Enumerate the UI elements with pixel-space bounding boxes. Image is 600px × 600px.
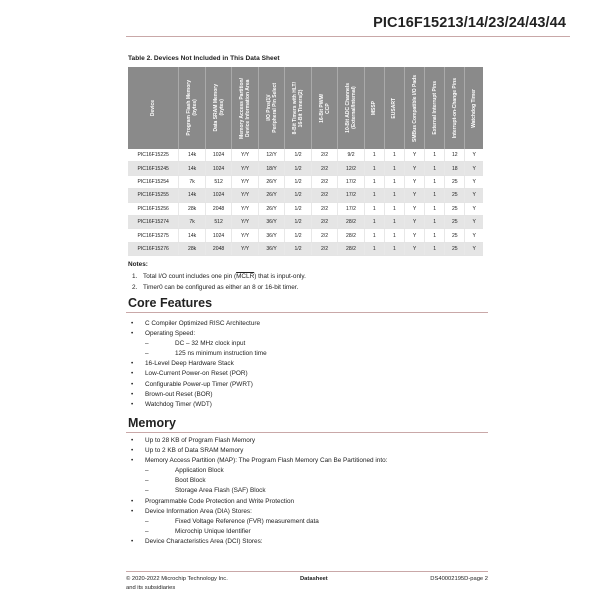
table-cell: 1 xyxy=(364,229,384,242)
device-name-cell: PIC16F15274 xyxy=(128,215,179,228)
column-header xyxy=(364,67,384,149)
table-cell: 1 xyxy=(364,175,384,188)
column-header-label: Interrupt-on-Change Pins xyxy=(451,77,458,139)
table-cell: 2/2 xyxy=(311,202,337,215)
list-item-text: Memory Access Partition (MAP): The Program Flash Memory Can Be Partitioned into: xyxy=(145,457,388,465)
table-cell: 2/2 xyxy=(311,175,337,188)
footer-divider xyxy=(126,571,488,572)
list-item-text: Watchdog Timer (WDT) xyxy=(145,400,212,408)
column-header-label: EUSART xyxy=(391,97,398,119)
device-name-cell: PIC16F15276 xyxy=(128,242,179,255)
table-cell: 7k xyxy=(179,175,205,188)
dash-bullet-icon: – xyxy=(145,350,149,358)
list-item xyxy=(128,476,387,486)
table-cell: 1 xyxy=(425,229,445,242)
list-item-text: Brown-out Reset (BOR) xyxy=(145,390,213,398)
column-header xyxy=(405,67,425,149)
table-cell: Y xyxy=(405,229,425,242)
column-header-label: 8-Bit Timers with HLT/ 16-Bit Timers(2) xyxy=(292,81,305,135)
note-number: 1. xyxy=(132,272,138,280)
table-cell: Y xyxy=(405,189,425,202)
table-cell: 36/Y xyxy=(258,242,284,255)
column-header-label: Device xyxy=(150,99,157,117)
table-cell: 17/2 xyxy=(338,202,364,215)
table-cell: 36/Y xyxy=(258,229,284,242)
column-header xyxy=(425,67,445,149)
footer-copyright xyxy=(126,575,228,592)
column-header-label: Data SRAM Memory (bytes) xyxy=(212,84,225,132)
table-cell: Y/Y xyxy=(232,202,258,215)
core-features-divider xyxy=(126,312,488,313)
table-cell: 2/2 xyxy=(311,189,337,202)
list-item xyxy=(128,329,267,339)
list-item xyxy=(128,537,387,547)
table-cell: 1/2 xyxy=(285,162,311,175)
footer-doc-type: Datasheet xyxy=(300,576,328,582)
table-row xyxy=(128,229,483,242)
table-cell: 1 xyxy=(425,202,445,215)
list-item-text: Programmable Code Protection and Write Protection xyxy=(145,497,295,505)
bullet-icon: • xyxy=(131,437,134,444)
list-item-text: 16-Level Deep Hardware Stack xyxy=(145,360,234,368)
table-cell: Y xyxy=(465,202,483,215)
table-cell: 14k xyxy=(179,189,205,202)
list-item-text: Storage Area Flash (SAF) Block xyxy=(175,487,266,495)
table-cell: Y xyxy=(405,149,425,162)
table-cell: 1/2 xyxy=(285,202,311,215)
core-features-list xyxy=(128,319,267,410)
dash-bullet-icon: – xyxy=(145,477,149,485)
table-cell: 2048 xyxy=(205,202,231,215)
list-item xyxy=(128,319,267,329)
table-cell: 1 xyxy=(425,215,445,228)
dash-bullet-icon: – xyxy=(145,487,149,495)
list-item-text: DC – 32 MHz clock input xyxy=(175,340,246,348)
table-cell: 25 xyxy=(445,189,465,202)
list-item xyxy=(128,486,387,496)
device-name-cell: PIC16F15254 xyxy=(128,175,179,188)
note-text: Timer0 can be configured as either an 8 or 16-bit timer. xyxy=(143,284,299,291)
table-cell: Y xyxy=(465,162,483,175)
list-item xyxy=(128,446,387,456)
device-name-cell: PIC16F15245 xyxy=(128,162,179,175)
bullet-icon: • xyxy=(131,507,134,515)
notes-block xyxy=(128,259,306,294)
table-cell: Y/Y xyxy=(232,215,258,228)
table-cell: 1/2 xyxy=(285,149,311,162)
table-cell: 1 xyxy=(364,215,384,228)
bullet-icon: • xyxy=(131,400,134,408)
table-cell: 14k xyxy=(179,149,205,162)
note-item xyxy=(128,271,306,283)
list-item-text: Application Block xyxy=(175,467,224,475)
column-header-label: Memory Access Partition/ Device Information Area xyxy=(239,77,252,139)
table-cell: 1/2 xyxy=(285,189,311,202)
device-name-cell: PIC16F15275 xyxy=(128,229,179,242)
table-caption: Table 2. Devices Not Included in This Data Sheet xyxy=(128,55,280,62)
table-cell: Y/Y xyxy=(232,242,258,255)
table-cell: 1 xyxy=(425,175,445,188)
bullet-icon: • xyxy=(131,320,134,327)
list-item xyxy=(128,380,267,390)
table-cell: 1 xyxy=(364,162,384,175)
list-item xyxy=(128,497,387,507)
table-cell: 1/2 xyxy=(285,215,311,228)
list-item xyxy=(128,359,267,369)
column-header xyxy=(128,67,179,149)
list-item xyxy=(128,527,387,537)
column-header-label: MSSP xyxy=(371,100,378,116)
column-header xyxy=(285,67,311,149)
table-cell: 25 xyxy=(445,202,465,215)
table-cell: 18/Y xyxy=(258,162,284,175)
table-cell: 25 xyxy=(445,175,465,188)
table-cell: 28k xyxy=(179,202,205,215)
list-item xyxy=(128,456,387,466)
device-name-cell: PIC16F15256 xyxy=(128,202,179,215)
list-item xyxy=(128,507,387,517)
device-name-cell: PIC16F15255 xyxy=(128,189,179,202)
table-cell: 1 xyxy=(384,175,404,188)
list-item-text: 125 ns minimum instruction time xyxy=(175,350,267,358)
table-cell: 36/Y xyxy=(258,215,284,228)
footer-page-ref: DS40002195D-page 2 xyxy=(430,576,488,582)
note-number: 2. xyxy=(132,284,138,291)
table-row xyxy=(128,242,483,255)
list-item-text: Boot Block xyxy=(175,477,206,485)
bullet-icon: • xyxy=(131,360,134,368)
table-cell: 2/2 xyxy=(311,149,337,162)
table-cell: 28k xyxy=(179,242,205,255)
header-divider xyxy=(126,36,570,37)
notes-list xyxy=(128,271,306,294)
column-header xyxy=(232,67,258,149)
notes-title: Notes: xyxy=(128,261,148,268)
table-cell: 28/2 xyxy=(338,242,364,255)
list-item xyxy=(128,466,387,476)
table-cell: Y xyxy=(465,175,483,188)
table-cell: Y xyxy=(465,229,483,242)
table-cell: 2/2 xyxy=(311,162,337,175)
list-item xyxy=(128,339,267,349)
bullet-icon: • xyxy=(131,380,134,388)
table-cell: 28/2 xyxy=(338,215,364,228)
table-cell: 1/2 xyxy=(285,242,311,255)
column-header-label: External Interrupt Pins xyxy=(431,81,438,135)
table-cell: 2/2 xyxy=(311,242,337,255)
table-cell: 1024 xyxy=(205,162,231,175)
column-header-label: Program Flash Memory (bytes) xyxy=(186,80,199,136)
table-cell: 12/2 xyxy=(338,162,364,175)
table-cell: 1 xyxy=(425,242,445,255)
column-header xyxy=(384,67,404,149)
table-cell: 2048 xyxy=(205,242,231,255)
table-cell: 26/Y xyxy=(258,202,284,215)
table-cell: 1 xyxy=(384,229,404,242)
bullet-icon: • xyxy=(131,457,134,465)
list-item-text: Fixed Voltage Reference (FVR) measurement data xyxy=(175,517,319,525)
table-cell: 1 xyxy=(364,189,384,202)
list-item-text: Up to 2 KB of Data SRAM Memory xyxy=(145,447,244,455)
bullet-icon: • xyxy=(131,390,134,398)
table-cell: 512 xyxy=(205,175,231,188)
table-cell: 17/2 xyxy=(338,175,364,188)
bullet-icon: • xyxy=(131,447,134,455)
table-cell: Y xyxy=(405,242,425,255)
list-item-text: Device Characteristics Area (DCI) Stores: xyxy=(145,537,263,545)
table-cell: 2/2 xyxy=(311,229,337,242)
table-row xyxy=(128,202,483,215)
table-cell: 26/Y xyxy=(258,175,284,188)
list-item-text: Configurable Power-up Timer (PWRT) xyxy=(145,380,253,388)
table-cell: Y xyxy=(465,189,483,202)
devices-table xyxy=(128,67,483,256)
table-cell: 17/2 xyxy=(338,189,364,202)
list-item xyxy=(128,349,267,359)
table-cell: 1024 xyxy=(205,229,231,242)
table-cell: 1 xyxy=(384,162,404,175)
list-item-text: Operating Speed: xyxy=(145,330,196,338)
list-item xyxy=(128,369,267,379)
table-cell: 512 xyxy=(205,215,231,228)
table-cell: Y xyxy=(405,215,425,228)
table-cell: 1 xyxy=(364,202,384,215)
table-cell: 1 xyxy=(425,162,445,175)
dash-bullet-icon: – xyxy=(145,527,149,535)
list-item xyxy=(128,517,387,527)
note-text-end: ) that is input-only. xyxy=(254,272,306,280)
table-cell: 25 xyxy=(445,242,465,255)
memory-list xyxy=(128,436,387,547)
column-header xyxy=(258,67,284,149)
table-row xyxy=(128,215,483,228)
bullet-icon: • xyxy=(131,370,134,378)
table-cell: 1024 xyxy=(205,189,231,202)
table-cell: 25 xyxy=(445,229,465,242)
column-header-label: 10-Bit ADC Channels (External/Internal) xyxy=(345,83,357,133)
table-cell: 1 xyxy=(425,189,445,202)
table-row xyxy=(128,149,483,162)
memory-heading: Memory xyxy=(128,416,176,430)
list-item xyxy=(128,436,387,446)
table-cell: Y/Y xyxy=(232,189,258,202)
table-cell: 7k xyxy=(179,215,205,228)
table-cell: 1 xyxy=(384,189,404,202)
table-cell: Y xyxy=(405,202,425,215)
column-header-label: SMBus Compatible I/O Pads xyxy=(411,74,418,142)
bullet-icon: • xyxy=(131,537,134,545)
table-cell: Y xyxy=(405,162,425,175)
list-item-text: C Compiler Optimized RISC Architecture xyxy=(145,320,261,327)
table-cell: 1 xyxy=(364,242,384,255)
table-cell: 1 xyxy=(384,242,404,255)
list-item xyxy=(128,400,267,410)
core-features-heading: Core Features xyxy=(128,296,213,310)
dash-bullet-icon: – xyxy=(145,340,149,348)
table-cell: 28/2 xyxy=(338,229,364,242)
table-cell: Y xyxy=(465,149,483,162)
table-cell: Y/Y xyxy=(232,149,258,162)
table-cell: 14k xyxy=(179,162,205,175)
table-cell: 12 xyxy=(445,149,465,162)
table-cell: 1024 xyxy=(205,149,231,162)
column-header xyxy=(179,67,205,149)
table-cell: 1 xyxy=(384,202,404,215)
table-cell: 1/2 xyxy=(285,229,311,242)
list-item-text: Microchip Unique Identifier xyxy=(175,527,251,535)
table-cell: 1 xyxy=(364,149,384,162)
footer-copyright-line2: and its subsidiaries xyxy=(126,584,176,591)
table-body xyxy=(128,149,483,256)
table-row xyxy=(128,189,483,202)
column-header xyxy=(465,67,483,149)
note-item xyxy=(128,282,306,294)
column-header-label: I/O Pins(1)/ Peripheral Pin Select xyxy=(265,83,278,133)
note-pin-name: MCLR xyxy=(236,272,255,280)
table-header-row xyxy=(128,67,483,149)
table-cell: 1 xyxy=(384,149,404,162)
table-cell: 2/2 xyxy=(311,215,337,228)
column-header xyxy=(445,67,465,149)
table-cell: Y/Y xyxy=(232,229,258,242)
footer-copyright-line1: © 2020-2022 Microchip Technology Inc. xyxy=(126,576,228,582)
bullet-icon: • xyxy=(131,497,134,505)
dash-bullet-icon: – xyxy=(145,467,149,475)
column-header xyxy=(311,67,337,149)
note-text: Total I/O count includes one pin ( xyxy=(143,272,237,280)
table-cell: Y/Y xyxy=(232,162,258,175)
list-item xyxy=(128,390,267,400)
page-header-title: PIC16F15213/14/23/24/43/44 xyxy=(373,15,566,31)
table-cell: Y xyxy=(405,175,425,188)
list-item-text: Device Information Area (DIA) Stores: xyxy=(145,507,252,515)
table-row xyxy=(128,175,483,188)
table-cell: 9/2 xyxy=(338,149,364,162)
table-cell: 12/Y xyxy=(258,149,284,162)
table-cell: 18 xyxy=(445,162,465,175)
column-header-label: 16-Bit PWM/ CCP xyxy=(318,93,331,123)
table-cell: Y xyxy=(465,242,483,255)
dash-bullet-icon: – xyxy=(145,517,149,525)
memory-divider xyxy=(126,432,488,433)
table-cell: 26/Y xyxy=(258,189,284,202)
list-item-text: Up to 28 KB of Program Flash Memory xyxy=(145,437,256,444)
list-item-text: Low-Current Power-on Reset (POR) xyxy=(145,370,248,378)
table-cell: 1/2 xyxy=(285,175,311,188)
table-cell: 1 xyxy=(425,149,445,162)
table-cell: 1 xyxy=(384,215,404,228)
bullet-icon: • xyxy=(131,330,134,338)
table-cell: 25 xyxy=(445,215,465,228)
device-name-cell: PIC16F15225 xyxy=(128,149,179,162)
column-header-label: Watchdog Timer xyxy=(471,88,478,128)
table-cell: 14k xyxy=(179,229,205,242)
column-header xyxy=(338,67,364,149)
column-header xyxy=(205,67,231,149)
table-row xyxy=(128,162,483,175)
table-cell: Y xyxy=(465,215,483,228)
table-cell: Y/Y xyxy=(232,175,258,188)
